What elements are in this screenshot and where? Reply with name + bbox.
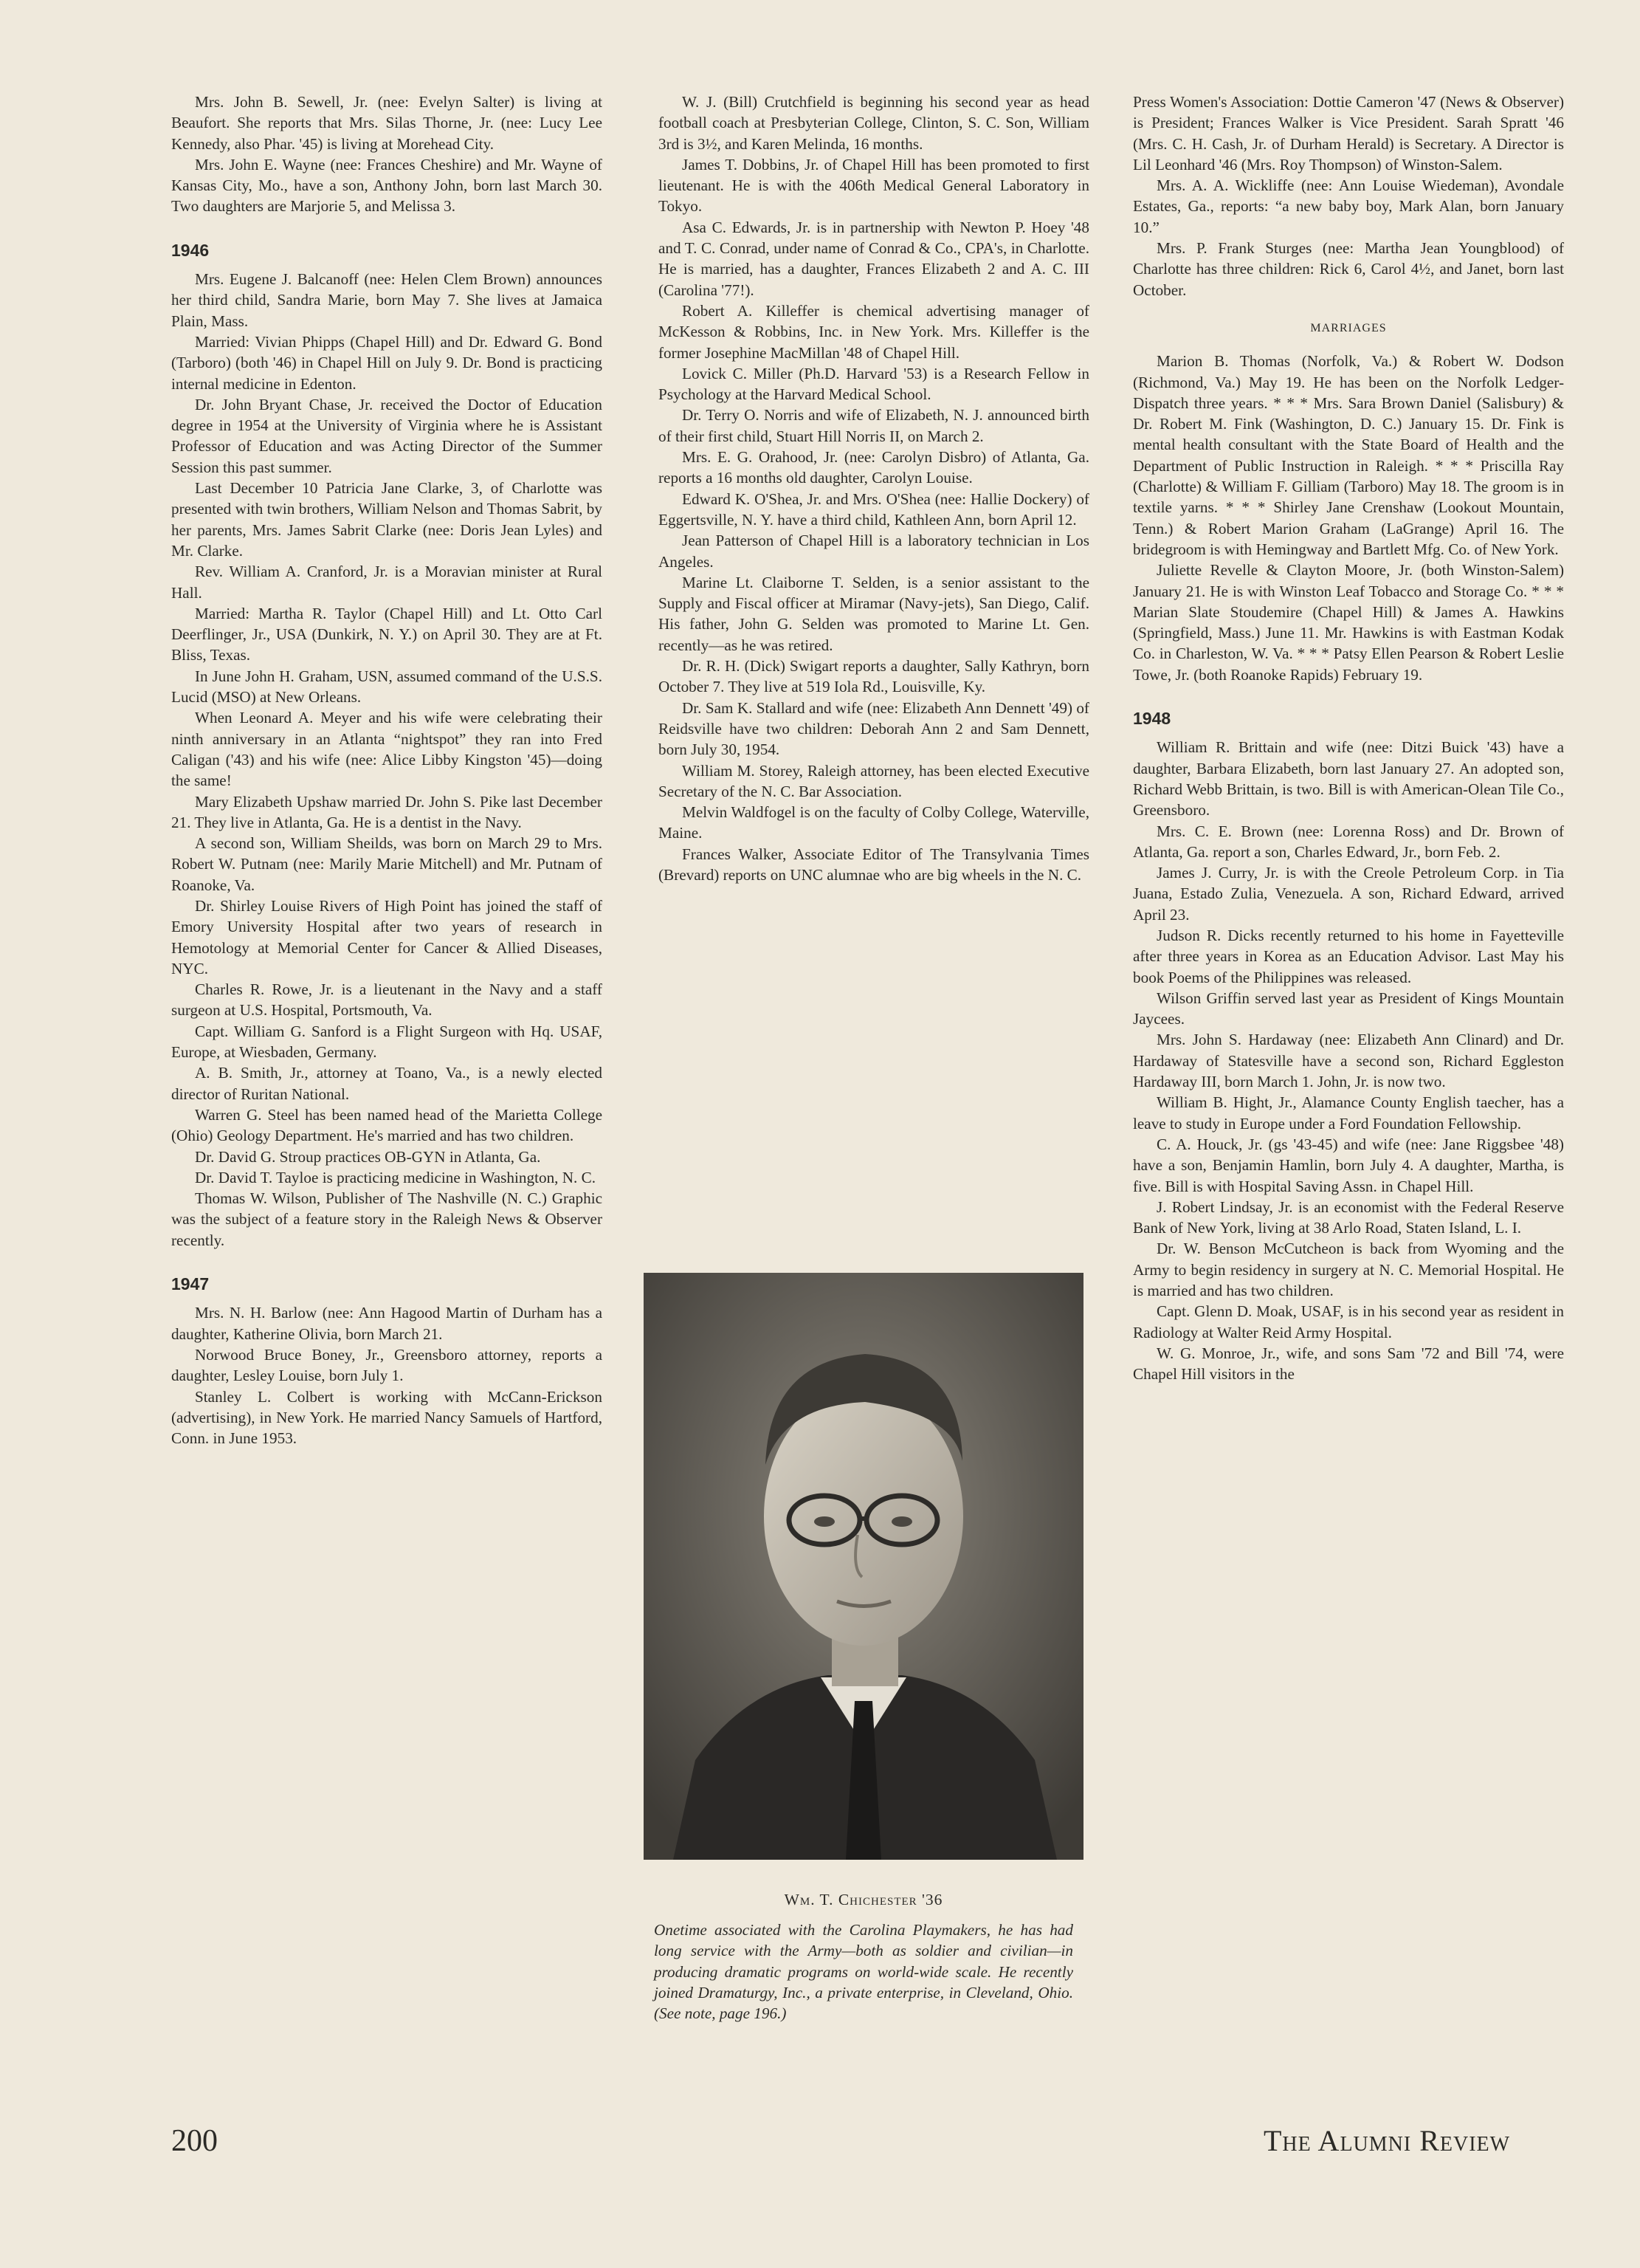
paragraph: Dr. Sam K. Stallard and wife (nee: Elizabeth Ann Dennett '49) of Reidsville have two children: Deborah Ann 2 and Sam Dennett, born July 30, 1954. <box>658 698 1089 759</box>
paragraph: Warren G. Steel has been named head of the Marietta College (Ohio) Geology Department. He's married and has two children. <box>171 1105 602 1145</box>
paragraph: Asa C. Edwards, Jr. is in partnership with Newton P. Hoey '48 and T. C. Conrad, under name of Conrad & Co., CPA's, in Charlotte. He is married, has a daughter, Frances Elizabeth 2 and A. C. III (Carolina '77!). <box>658 218 1089 299</box>
paragraph: Charles R. Rowe, Jr. is a lieutenant in the Navy and a staff surgeon at U.S. Hospital, Portsmouth, Va. <box>171 980 602 1020</box>
paragraph: Robert A. Killeffer is chemical advertising manager of McKesson & Robbins, Inc. in New York. Mrs. Killeffer is the former Josephine MacMillan '48 of Chapel Hill. <box>658 301 1089 362</box>
paragraph: Wilson Griffin served last year as President of Kings Mountain Jaycees. <box>1133 989 1564 1028</box>
paragraph: Capt. Glenn D. Moak, USAF, is in his second year as resident in Radiology at Walter Reid Army Hospital. <box>1133 1302 1564 1341</box>
journal-title: The Alumni Review <box>1264 2124 1511 2157</box>
portrait-figure <box>644 1273 1083 2024</box>
column-left <box>171 92 602 1449</box>
paragraph: Marine Lt. Claiborne T. Selden, is a senior assistant to the Supply and Fiscal officer at Miramar (Navy-jets), San Diego, Calif. His father, John G. Selden was promoted to Marine Lt. Gen. recently—as he was retired. <box>658 573 1089 654</box>
paragraph: W. G. Monroe, Jr., wife, and sons Sam '72 and Bill '74, were Chapel Hill visitors in the <box>1133 1344 1564 1384</box>
page-number: 200 <box>171 2124 218 2158</box>
class-year-heading: 1947 <box>171 1274 210 1294</box>
class-year-heading: 1946 <box>171 240 210 260</box>
paragraph: C. A. Houck, Jr. (gs '43-45) and wife (nee: Jane Riggsbee '48) have a son, Benjamin Hamlin, born July 4. A daughter, Martha, is five. Bill is with Hospital Saving Assn. in Chapel Hill. <box>1133 1135 1564 1195</box>
paragraph: Capt. William G. Sanford is a Flight Surgeon with Hq. USAF, Europe, at Wiesbaden, Germany. <box>171 1022 602 1062</box>
paragraph: Mrs. John E. Wayne (nee: Frances Cheshire) and Mr. Wayne of Kansas City, Mo., have a son, Anthony John, born last March 30. Two daughters are Marjorie 5, and Melissa 3. <box>171 155 602 216</box>
paragraph: Mrs. John S. Hardaway (nee: Elizabeth Ann Clinard) and Dr. Hardaway of Statesville have a second son, Richard Eggleston Hardaway III, born March 1. John, Jr. is now two. <box>1133 1031 1564 1091</box>
paragraph: Stanley L. Colbert is working with McCann-Erickson (advertising), in New York. He married Nancy Samuels of Hartford, Conn. in June 1953. <box>171 1387 602 1448</box>
paragraph: Mrs. E. G. Orahood, Jr. (nee: Carolyn Disbro) of Atlanta, Ga. reports a 16 months old daughter, Carolyn Louise. <box>658 448 1089 487</box>
paragraph: When Leonard A. Meyer and his wife were celebrating their ninth anniversary in an Atlanta “nightspot” they ran into Fred Caligan ('43) and his wife (nee: Alice Libby Kingston '45)—doing the same! <box>171 709 602 790</box>
paragraph: Mrs. A. A. Wickliffe (nee: Ann Louise Wiedeman), Avondale Estates, Ga., reports: “a new baby boy, Mark Alan, born January 10.” <box>1133 176 1564 236</box>
paragraph: James T. Dobbins, Jr. of Chapel Hill has been promoted to first lieutenant. He is with the 406th Medical General Laboratory in Tokyo. <box>658 155 1089 216</box>
paragraph: Jean Patterson of Chapel Hill is a laboratory technician in Los Angeles. <box>658 532 1089 571</box>
paragraph: Mrs. N. H. Barlow (nee: Ann Hagood Martin of Durham has a daughter, Katherine Olivia, born March 21. <box>171 1304 602 1343</box>
paragraph: William R. Brittain and wife (nee: Ditzi Buick '43) have a daughter, Barbara Elizabeth, born last January 27. An adopted son, Richard Webb Brittain, is two. Bill is with American-Olean Tile Co., Greensboro. <box>1133 738 1564 819</box>
paragraph: Thomas W. Wilson, Publisher of The Nashville (N. C.) Graphic was the subject of a feature story in the Raleigh News & Observer recently. <box>171 1189 602 1249</box>
paragraph: Edward K. O'Shea, Jr. and Mrs. O'Shea (nee: Hallie Dockery) of Eggertsville, N. Y. have a third child, Kathleen Ann, born April 12. <box>658 489 1089 529</box>
paragraph: Press Women's Association: Dottie Cameron '47 (News & Observer) is President; Frances Walker is Vice President. Sarah Spratt '46 (Mrs. C. H. Cash, Jr. of Durham Herald) is Secretary. A Director is Lil Leonhard '46 (Mrs. Roy Thompson) of Winston-Salem. <box>1133 93 1564 173</box>
paragraph: J. Robert Lindsay, Jr. is an economist with the Federal Reserve Bank of New York, living at 38 Arlo Road, Staten Island, L. I. <box>1133 1197 1564 1237</box>
paragraph: Married: Martha R. Taylor (Chapel Hill) and Lt. Otto Carl Deerflinger, Jr., USA (Dunkirk, N. Y.) on April 30. They are at Ft. Bliss, Texas. <box>171 604 602 664</box>
portrait-caption: Onetime associated with the Carolina Playmakers, he has had long service with the Army—both as soldier and civilian—in producing dramatic programs on world-wide scale. He recently joined Dramaturgy, Inc., a private enterprise, in Cleveland, Ohio. (See note, page 196.) <box>654 1921 1073 2023</box>
portrait-photo <box>644 1273 1083 1860</box>
paragraph: Last December 10 Patricia Jane Clarke, 3, of Charlotte was presented with twin brothers, William Nelson and Thomas Sabrit, by her parents, Mrs. James Sabrit Clarke (nee: Doris Jean Lyles) and Mr. Clarke. <box>171 479 602 560</box>
paragraph: Melvin Waldfogel is on the faculty of Colby College, Waterville, Maine. <box>658 803 1089 842</box>
paragraph: Dr. David G. Stroup practices OB-GYN in Atlanta, Ga. <box>195 1147 541 1166</box>
paragraph: William B. Hight, Jr., Alamance County English taecher, has a leave to study in Europe under a Ford Foundation Fellowship. <box>1133 1093 1564 1133</box>
paragraph: Mrs. P. Frank Sturges (nee: Martha Jean Youngblood) of Charlotte has three children: Rick 6, Carol 4½, and Janet, born last October. <box>1133 239 1564 299</box>
paragraph: W. J. (Bill) Crutchfield is beginning his second year as head football coach at Presbyterian College, Clinton, S. C. Son, William 3rd is 3½, and Karen Melinda, 16 months. <box>658 93 1089 153</box>
section-heading: MARRIAGES <box>1310 321 1387 334</box>
portrait-caption-name: Wm. T. Chichester '36 <box>784 1891 943 1908</box>
paragraph: Mary Elizabeth Upshaw married Dr. John S. Pike last December 21. They live in Atlanta, Ga. He is a dentist in the Navy. <box>171 792 602 831</box>
paragraph: Mrs. C. E. Brown (nee: Lorenna Ross) and Dr. Brown of Atlanta, Ga. report a son, Charles Edward, Jr., born Feb. 2. <box>1133 822 1564 861</box>
paragraph: Dr. W. Benson McCutcheon is back from Wyoming and the Army to begin residency in surgery at N. C. Memorial Hospital. He is married and has two children. <box>1133 1240 1564 1300</box>
column-middle <box>658 92 1089 885</box>
paragraph: Juliette Revelle & Clayton Moore, Jr. (both Winston-Salem) January 21. He is with Winston Leaf Tobacco and Storage Co. * * * Marian Slate Stoudemire (Chapel Hill) & James A. Hawkins (Springfield, Mass.) June 11. Mr. Hawkins is with Eastman Kodak Co. in Charleston, W. Va. * * * Patsy Ellen Pearson & Robert Leslie Towe, Jr. (both Roanoke Rapids) February 19. <box>1133 561 1564 684</box>
paragraph: In June John H. Graham, USN, assumed command of the U.S.S. Lucid (MSO) at New Orleans. <box>171 667 602 707</box>
portrait-image <box>644 1273 1083 1860</box>
paragraph: Dr. R. H. (Dick) Swigart reports a daughter, Sally Kathryn, born October 7. They live at 519 Iola Rd., Louisville, Ky. <box>658 657 1089 696</box>
paragraph: Judson R. Dicks recently returned to his home in Fayetteville after three years in Korea as an Education Advisor. Last May his book Poems of the Philippines was released. <box>1133 926 1564 986</box>
paragraph: A. B. Smith, Jr., attorney at Toano, Va., is a newly elected director of Ruritan National. <box>171 1064 602 1103</box>
class-year-heading: 1948 <box>1133 709 1171 729</box>
paragraph: Mrs. John B. Sewell, Jr. (nee: Evelyn Salter) is living at Beaufort. She reports that Mrs. Silas Thorne, Jr. (nee: Lucy Lee Kennedy, also Phar. '45) is living at Morehead City. <box>171 93 602 153</box>
paragraph: Frances Walker, Associate Editor of The Transylvania Times (Brevard) reports on UNC alumnae who are big wheels in the N. C. <box>658 845 1089 884</box>
paragraph: James J. Curry, Jr. is with the Creole Petroleum Corp. in Tia Juana, Estado Zulia, Venezuela. A son, Richard Edward, arrived April 23. <box>1133 864 1564 924</box>
paragraph: Married: Vivian Phipps (Chapel Hill) and Dr. Edward G. Bond (Tarboro) (both '46) in Chapel Hill on July 9. Dr. Bond is practicing internal medicine in Edenton. <box>171 332 602 393</box>
paragraph: Dr. David T. Tayloe is practicing medicine in Washington, N. C. <box>195 1168 596 1186</box>
paragraph: Dr. John Bryant Chase, Jr. received the Doctor of Education degree in 1954 at the University of Virginia where he is Assistant Professor of Education and was Acting Director of the Summer Session this past summer. <box>171 395 602 476</box>
paragraph: Dr. Terry O. Norris and wife of Elizabeth, N. J. announced birth of their first child, Stuart Hill Norris II, on March 2. <box>658 406 1089 445</box>
paragraph: Marion B. Thomas (Norfolk, Va.) & Robert W. Dodson (Richmond, Va.) May 19. He has been on the Norfolk Ledger-Dispatch three years. * * * Mrs. Sara Brown Daniel (Salisbury) & Dr. Robert M. Fink (Washington, D. C.) January 15. Dr. Fink is mental health consultant with the State Board of Health and the Department of Public Instruction in Raleigh. * * * Priscilla Ray (Charlotte) & William F. Gilliam (Tarboro) May 18. The groom is in textile yarns. * * * Shirley Jane Crenshaw (Lookout Mountain, Tenn.) & Robert Marion Graham (LaGrange) April 16. The bridegroom is with Hemingway and Bartlett Mfg. Co. of New York. <box>1133 352 1564 558</box>
paragraph: A second son, William Sheilds, was born on March 29 to Mrs. Robert W. Putnam (nee: Marily Marie Mitchell) and Mr. Putnam of Roanoke, Va. <box>171 834 602 894</box>
column-right <box>1133 92 1564 1385</box>
paragraph: Norwood Bruce Boney, Jr., Greensboro attorney, reports a daughter, Lesley Louise, born July 1. <box>171 1345 602 1385</box>
paragraph: Dr. Shirley Louise Rivers of High Point has joined the staff of Emory University Hospital after two years of research in Hemotology at Memorial Center for Cancer & Allied Diseases, NYC. <box>171 896 602 977</box>
paragraph: William M. Storey, Raleigh attorney, has been elected Executive Secretary of the N. C. Bar Association. <box>658 761 1089 800</box>
paragraph: Mrs. Eugene J. Balcanoff (nee: Helen Clem Brown) announces her third child, Sandra Marie, born May 7. She lives at Jamaica Plain, Mass. <box>171 270 602 330</box>
paragraph: Lovick C. Miller (Ph.D. Harvard '53) is a Research Fellow in Psychology at the Harvard Medical School. <box>658 364 1089 404</box>
paragraph: Rev. William A. Cranford, Jr. is a Moravian minister at Rural Hall. <box>171 563 602 602</box>
